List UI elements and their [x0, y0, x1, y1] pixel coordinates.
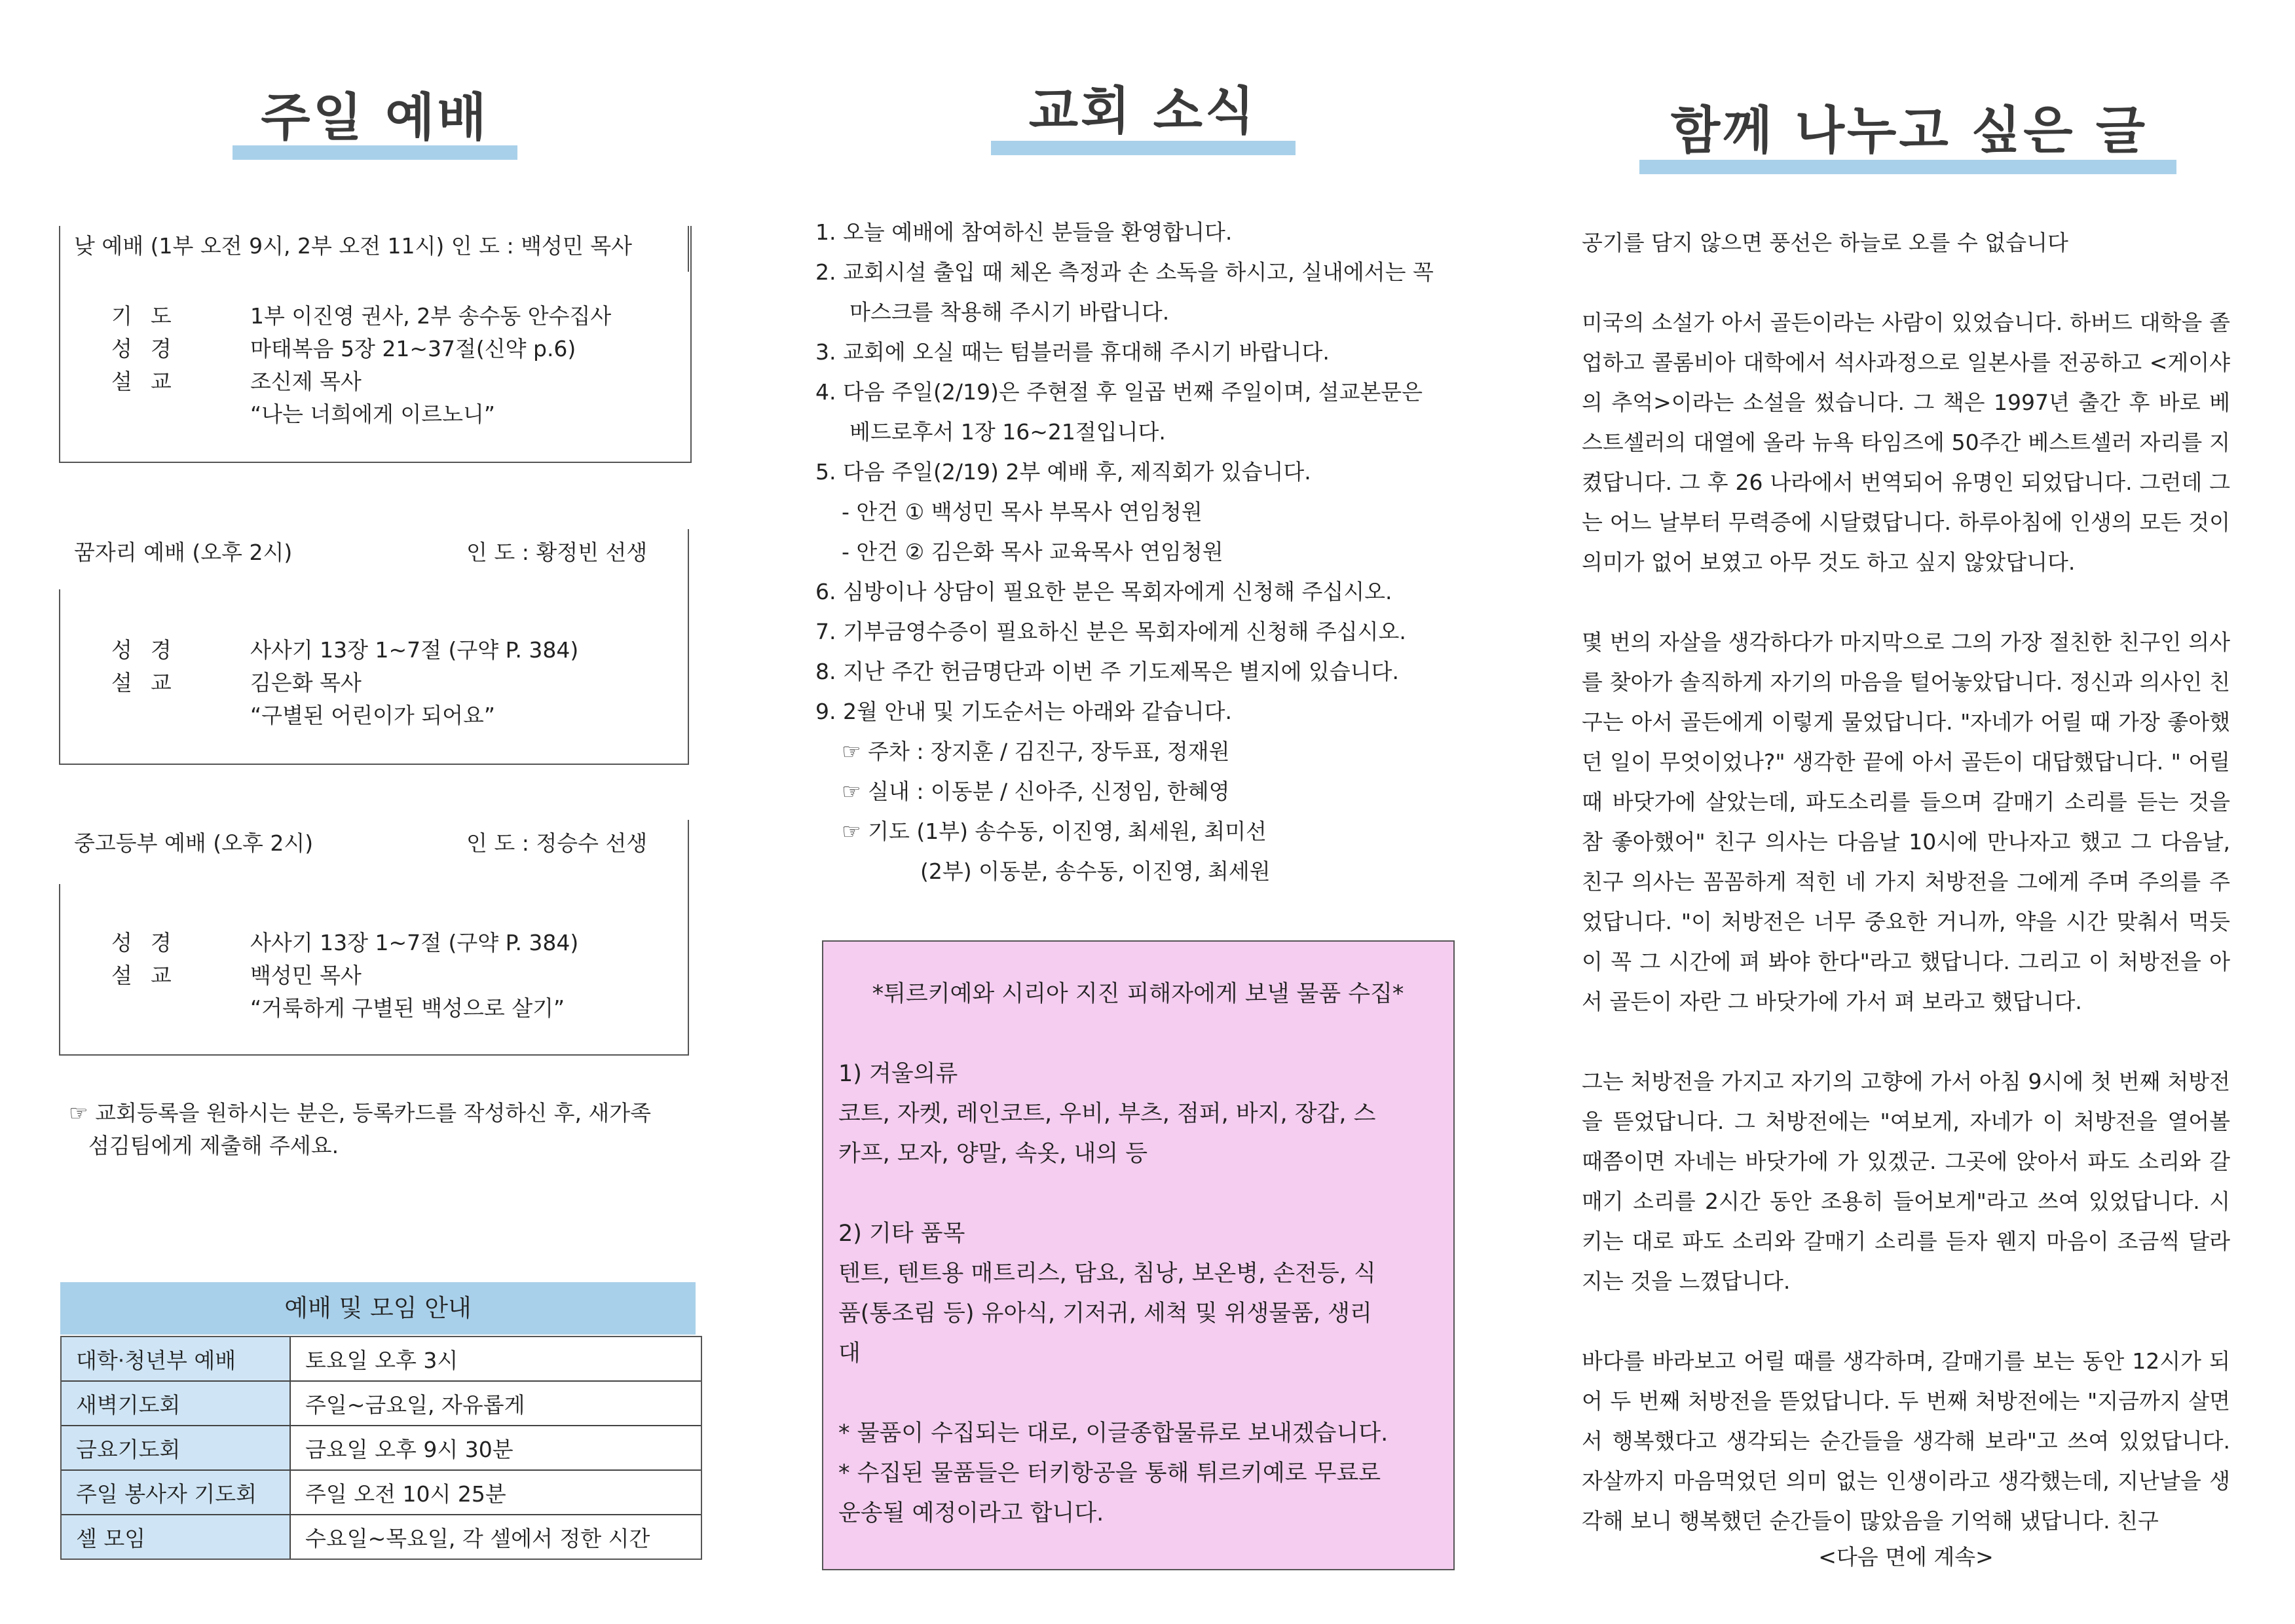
- service-row: [65, 634, 681, 667]
- row-text: 마태복음 5장 21~37절(신약 p.6): [250, 336, 576, 361]
- news-item: 2. 교회시설 출입 때 체온 측정과 손 소독을 하시고, 실내에서는 꼭: [815, 259, 1434, 285]
- service-row: [65, 398, 681, 431]
- schedule-name: 주일 봉사자 기도회: [62, 1470, 290, 1515]
- news-item: - 안건 ① 백성민 목사 부목사 연임청원: [842, 499, 1203, 525]
- news-item: - 안건 ② 김은화 목사 교육목사 연임청원: [842, 539, 1223, 564]
- row-text: 1부 이진영 권사, 2부 송수동 안수집사: [250, 303, 612, 329]
- donation-content: [838, 974, 1438, 1534]
- schedule-time: 주일 오전 10시 25분: [290, 1470, 701, 1515]
- donation-title: *튀르키예와 시리아 지진 피해자에게 보낼 물품 수집*: [872, 981, 1404, 1007]
- schedule-time: 주일~금요일, 자유롭게: [290, 1381, 701, 1426]
- row-text: 사사기 13장 1~7절 (구약 P. 384): [250, 637, 579, 663]
- donation-category: 1) 겨울의류: [838, 1061, 958, 1087]
- schedule-time: 토요일 오후 3시: [290, 1337, 701, 1381]
- service-row: [65, 333, 681, 365]
- donation-items: 대: [838, 1340, 861, 1367]
- news-list: [815, 212, 1464, 891]
- row-label: 설교: [111, 670, 190, 695]
- schedule-time: 금요일 오후 9시 30분: [290, 1426, 701, 1470]
- continued-note: <다음 면에 계속>: [1818, 1544, 1994, 1570]
- row-label: 성경: [111, 637, 190, 663]
- essay-body: [1582, 223, 2230, 1574]
- service-row: [65, 927, 681, 959]
- donation-note: * 수집된 물품들은 터키항공을 통해 튀르키예로 무료로: [838, 1460, 1381, 1486]
- service-body: [65, 634, 681, 732]
- note-line: 섬김팀에게 제출해 주세요.: [88, 1133, 339, 1158]
- service-leader: 인 도 : 정승수 선생: [466, 830, 648, 856]
- donation-note: 운송될 예정이라고 합니다.: [838, 1500, 1104, 1526]
- row-label: 성경: [111, 930, 190, 955]
- row-text: “구별된 어린이가 되어요”: [250, 703, 495, 728]
- donation-items: 품(통조림 등) 유아식, 기저귀, 세척 및 위생물품, 생리: [838, 1301, 1372, 1327]
- essay-paragraph: 몇 번의 자살을 생각하다가 마지막으로 그의 가장 절친한 친구인 의사를 찾아가 솔직하게 자기의 마음을 털어놓았답니다. 정신과 의사인 친구는 아서 골든에게 이렇게 물었답니다. "자네가 어릴 때 가장 좋아했던 일이 무엇이었나?" 생각한 끝에 아서 골든이 대답했답니다. " 어릴 때 바닷가에 살았는데, 파도소리를 들으며 갈매기 소리를 듣는 것을 참 좋아했어" 친구 의사는 다음날 10시에 만나자고 했고 그 다음날, 친구 의사는 꼼꼼하게 적힌 네 가지 처방전을 그에게 주며 주의를 주었답니다. "이 처방전은 너무 중요한 거니까, 약을 시간 맞춰서 먹듯이 꼭 그 시간에 펴 봐야 한다"라고 했답니다. 그리고 이 처방전을 아서 골든이 자란 그 바닷가에 가서 펴 보라고 했답니다.: [1582, 629, 2230, 1014]
- news-item: (2부) 이동분, 송수동, 이진영, 최세원: [920, 858, 1271, 884]
- row-text: 사사기 13장 1~7절 (구약 P. 384): [250, 930, 579, 955]
- schedule-row: [62, 1470, 701, 1515]
- row-label: 설교: [111, 963, 190, 988]
- news-item: ☞ 주차 : 장지훈 / 김진구, 장두표, 정재원: [842, 739, 1230, 764]
- donation-items: 카프, 모자, 양말, 속옷, 내의 등: [838, 1141, 1148, 1167]
- news-item: 8. 지난 주간 헌금명단과 이번 주 기도제목은 별지에 있습니다.: [815, 659, 1399, 684]
- worship-title: 주일 예배: [261, 88, 489, 147]
- schedule-title: 예배 및 모임 안내: [60, 1282, 696, 1335]
- schedule-row: [62, 1515, 701, 1559]
- news-title-block: [989, 79, 1297, 144]
- schedule-name: 대학·청년부 예배: [62, 1337, 290, 1381]
- row-label: 설교: [111, 369, 190, 394]
- donation-note: * 물품이 수집되는 대로, 이글종합물류로 보내겠습니다.: [838, 1420, 1389, 1447]
- news-item: 마스크를 착용해 주시기 바랍니다.: [849, 299, 1170, 325]
- row-label: [65, 699, 250, 732]
- service-leader: 인 도 : 황정빈 선생: [466, 540, 648, 565]
- essay-paragraph: 그는 처방전을 가지고 자기의 고향에 가서 아침 9시에 첫 번째 처방전을 뜯었답니다. 그 처방전에는 "여보게, 자네가 이 처방전을 열어볼 때쯤이면 자네는 바닷가에 가 있겠군. 그곳에 앉아서 파도 소리와 갈매기 소리를 2시간 동안 조용히 들어보게"라고 쓰여 있었답니다. 시키는 대로 파도 소리와 갈매기 소리를 듣자 웬지 마음이 조금씩 달라지는 것을 느꼈답니다.: [1582, 1069, 2230, 1294]
- news-item: ☞ 기도 (1부) 송수동, 이진영, 최세원, 최미선: [842, 819, 1267, 844]
- essay-title-block: [1637, 98, 2181, 164]
- schedule-row: [62, 1337, 701, 1381]
- donation-category: 2) 기타 품목: [838, 1221, 965, 1247]
- essay-title: 함께 나누고 싶은 글: [1670, 101, 2148, 160]
- row-text: “거룩하게 구별된 백성으로 살기”: [250, 995, 565, 1021]
- news-item: 9. 2월 안내 및 기도순서는 아래와 같습니다.: [815, 699, 1232, 724]
- service-head: 꿈자리 예배 (오후 2시): [74, 540, 293, 565]
- registration-note: [69, 1097, 698, 1162]
- service-body: [65, 927, 681, 1025]
- news-item: 3. 교회에 오실 때는 텀블러를 휴대해 주시기 바랍니다.: [815, 339, 1330, 365]
- service-row: [65, 667, 681, 699]
- row-label: [65, 992, 250, 1025]
- schedule-name: 새벽기도회: [62, 1381, 290, 1426]
- service-head: 중고등부 예배 (오후 2시): [74, 830, 314, 856]
- schedule-time: 수요일~목요일, 각 셀에서 정한 시간: [305, 1525, 650, 1551]
- news-item: ☞ 실내 : 이동분 / 신아주, 신정임, 한혜영: [842, 779, 1230, 804]
- news-item: 1. 오늘 예배에 참여하신 분들을 환영합니다.: [815, 219, 1233, 245]
- service-row: [65, 699, 681, 732]
- news-item: 6. 심방이나 상담이 필요한 분은 목회자에게 신청해 주십시오.: [815, 579, 1392, 604]
- service-row: [65, 300, 681, 333]
- news-item: 5. 다음 주일(2/19) 2부 예배 후, 제직회가 있습니다.: [815, 459, 1311, 485]
- service-body: [65, 300, 681, 431]
- donation-items: 코트, 자켓, 레인코트, 우비, 부츠, 점퍼, 바지, 장갑, 스: [838, 1101, 1376, 1127]
- essay-subtitle: 공기를 담지 않으면 풍선은 하늘로 오를 수 없습니다: [1582, 230, 2068, 255]
- row-label: 기도: [111, 303, 190, 329]
- essay-paragraph: 미국의 소설가 아서 골든이라는 사람이 있었습니다. 하버드 대학을 졸업하고 콜롬비아 대학에서 석사과정으로 일본사를 전공하고 <게이샤의 추억>이라는 소설을 썼습니다. 그 책은 1997년 출간 후 바로 베스트셀러의 대열에 올라 뉴욕 타임즈에 50주간 베스트셀러 자리를 지켰답니다. 그 후 26 나라에서 번역되어 유명인 되었답니다. 그런데 그는 어느 날부터 무력증에 시달렸답니다. 하루아침에 인생의 모든 것이 의미가 없어 보였고 아무 것도 하고 싶지 않았답니다.: [1582, 310, 2230, 575]
- row-text: “나는 너희에게 이르노니”: [250, 401, 495, 427]
- news-title: 교회 소식: [1028, 82, 1258, 141]
- news-item: 4. 다음 주일(2/19)은 주현절 후 일곱 번째 주일이며, 설교본문은: [815, 379, 1423, 405]
- row-text: 백성민 목사: [250, 963, 362, 988]
- service-row: [65, 992, 681, 1025]
- essay-paragraph: 바다를 바라보고 어릴 때를 생각하며, 갈매기를 보는 동안 12시가 되어 두 번째 처방전을 뜯었답니다. 두 번째 처방전에는 "지금까지 살면서 행복했다고 생각되는 순간들을 생각해 보라"고 쓰여 있었답니다. 자살까지 마음먹었던 의미 없는 인생이라고 생각했는데, 지난날을 생각해 보니 행복했던 순간들이 많았음을 기억해 냈답니다. 친구: [1582, 1348, 2230, 1534]
- row-label: 성경: [111, 336, 190, 361]
- worship-title-block: [229, 85, 521, 151]
- service-head: 낮 예배 (1부 오전 9시, 2부 오전 11시) 인 도 : 백성민 목사: [74, 233, 633, 259]
- note-line: ☞ 교회등록을 원하시는 분은, 등록카드를 작성하신 후, 새가족: [69, 1100, 652, 1126]
- row-text: 조신제 목사: [250, 369, 362, 394]
- donation-items: 텐트, 텐트용 매트리스, 담요, 침낭, 보온병, 손전등, 식: [838, 1261, 1376, 1287]
- service-row: [65, 959, 681, 992]
- schedule-table: [60, 1336, 702, 1560]
- row-text: 김은화 목사: [250, 670, 362, 695]
- schedule-name: 셀 모임: [62, 1515, 290, 1559]
- service-row: [65, 365, 681, 398]
- schedule-row: [62, 1426, 701, 1470]
- news-item: 베드로후서 1장 16~21절입니다.: [849, 419, 1166, 445]
- news-item: 7. 기부금영수증이 필요하신 분은 목회자에게 신청해 주십시오.: [815, 619, 1406, 644]
- schedule-name: 금요기도회: [62, 1426, 290, 1470]
- row-label: [65, 398, 250, 431]
- schedule-row: [62, 1381, 701, 1426]
